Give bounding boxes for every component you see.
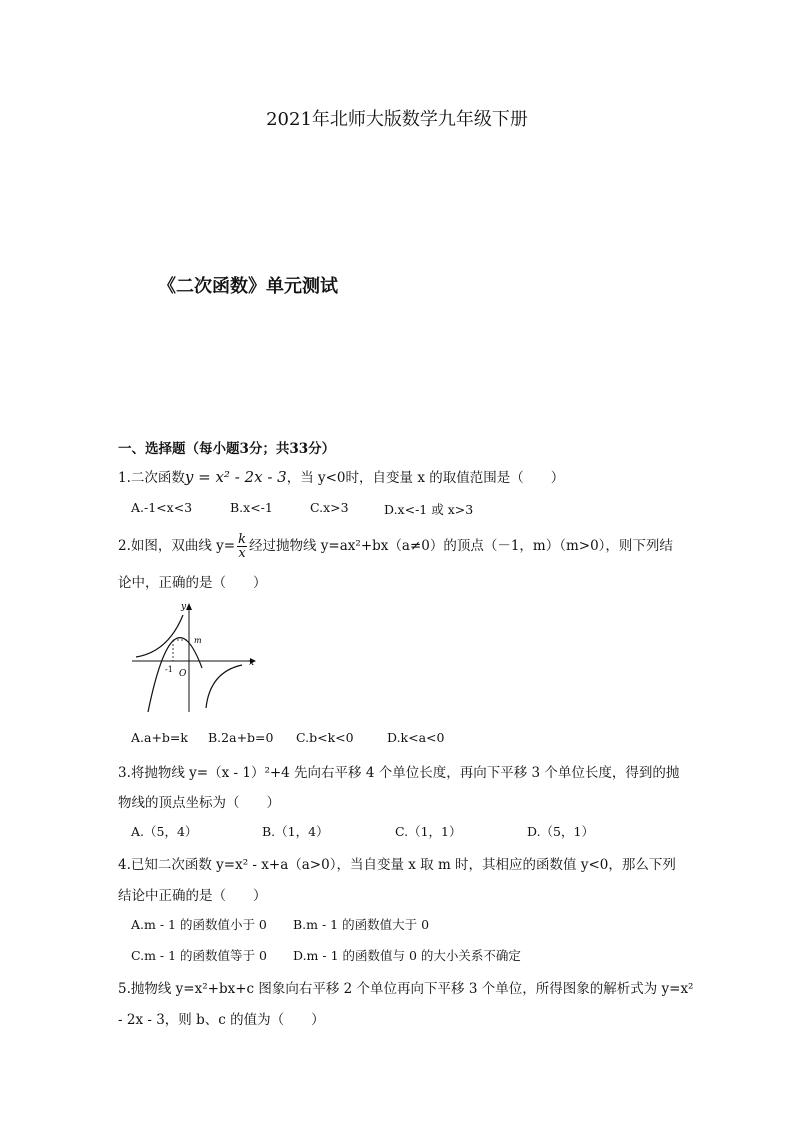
neg-one-label: -1 — [165, 665, 173, 674]
question-2 — [118, 533, 673, 560]
question-1 — [118, 466, 564, 486]
q4-option-d: D.m - 1 的函数值与 0 的大小关系不确定 — [293, 948, 521, 963]
q2-option-c: C.b<k<0 — [296, 730, 354, 745]
q2-graph-figure — [128, 600, 258, 715]
question-5: 5.抛物线 y=x²+bx+c 图象向右平移 2 个单位再向下平移 3 个单位，所得图象的解析式为 y=x² — [118, 981, 694, 997]
q1-option-b: B.x<-1 — [230, 500, 273, 515]
q3-option-b: B.（1，4） — [262, 824, 329, 839]
q4-line2: 结论中正确的是（ ） — [118, 888, 267, 904]
question-3: 3.将抛物线 y=（x - 1）²+4 先向右平移 4 个单位长度，再向下平移 3 个单位长度，得到的抛 — [118, 765, 680, 781]
q3-option-c: C.（1，1） — [395, 824, 462, 839]
q3-option-d: D.（5，1） — [527, 824, 594, 839]
hyperbola-right-branch — [206, 665, 242, 708]
hyperbola-left-branch — [136, 615, 183, 657]
q4-option-c: C.m - 1 的函数值等于 0 — [131, 948, 267, 963]
question-4: 4.已知二次函数 y=x² - x+a（a>0），当自变量 x 取 m 时，其相应的函数值 y<0，那么下列 — [118, 857, 676, 873]
q1-option-d: D.x<-1 或 x>3 — [384, 502, 474, 517]
origin-label: O — [179, 669, 187, 679]
m-label: m — [194, 636, 202, 645]
q1-prefix: 1.二次函数 — [118, 470, 185, 486]
q1-formula: y = x² - 2x - 3 — [184, 468, 287, 486]
y-axis-label: y — [181, 602, 187, 612]
q5-line2: - 2x - 3，则 b、c 的值为（ ） — [118, 1012, 325, 1028]
q2-line2: 论中，正确的是（ ） — [118, 575, 267, 591]
q2-option-a: A.a+b=k — [131, 730, 188, 745]
q3-option-a: A.（5，4） — [131, 824, 198, 839]
q2-frac-den: x — [238, 546, 246, 561]
q4-option-a: A.m - 1 的函数值小于 0 — [131, 917, 267, 932]
q1-option-a: A.-1<x<3 — [131, 500, 193, 515]
q1-suffix: ，当 y<0时，自变量 x 的取值范围是（ ） — [286, 470, 565, 486]
section-heading-choice: 一、选择题（每小题3分；共33分） — [118, 441, 336, 457]
q2-prefix: 2.如图，双曲线 y= — [118, 538, 236, 554]
q2-fraction — [237, 533, 247, 560]
parabola-curve — [148, 638, 202, 712]
q4-option-b: B.m - 1 的函数值大于 0 — [293, 917, 430, 932]
q2-option-b: B.2a+b=0 — [208, 730, 274, 745]
q1-option-c: C.x>3 — [310, 500, 349, 515]
unit-test-subtitle: 《二次函数》单元测试 — [158, 276, 338, 297]
q2-frac-num: k — [238, 532, 247, 547]
x-axis-label: x — [249, 658, 255, 668]
document-title: 2021年北师大版数学九年级下册 — [266, 109, 528, 130]
q2-option-d: D.k<a<0 — [387, 730, 445, 745]
q3-line2: 物线的顶点坐标为（ ） — [118, 795, 280, 811]
y-axis-arrow-icon — [186, 603, 192, 610]
q2-suffix: 经过抛物线 y=ax²+bx（a≠0）的顶点（－1，m）（m>0），则下列结 — [249, 538, 673, 554]
